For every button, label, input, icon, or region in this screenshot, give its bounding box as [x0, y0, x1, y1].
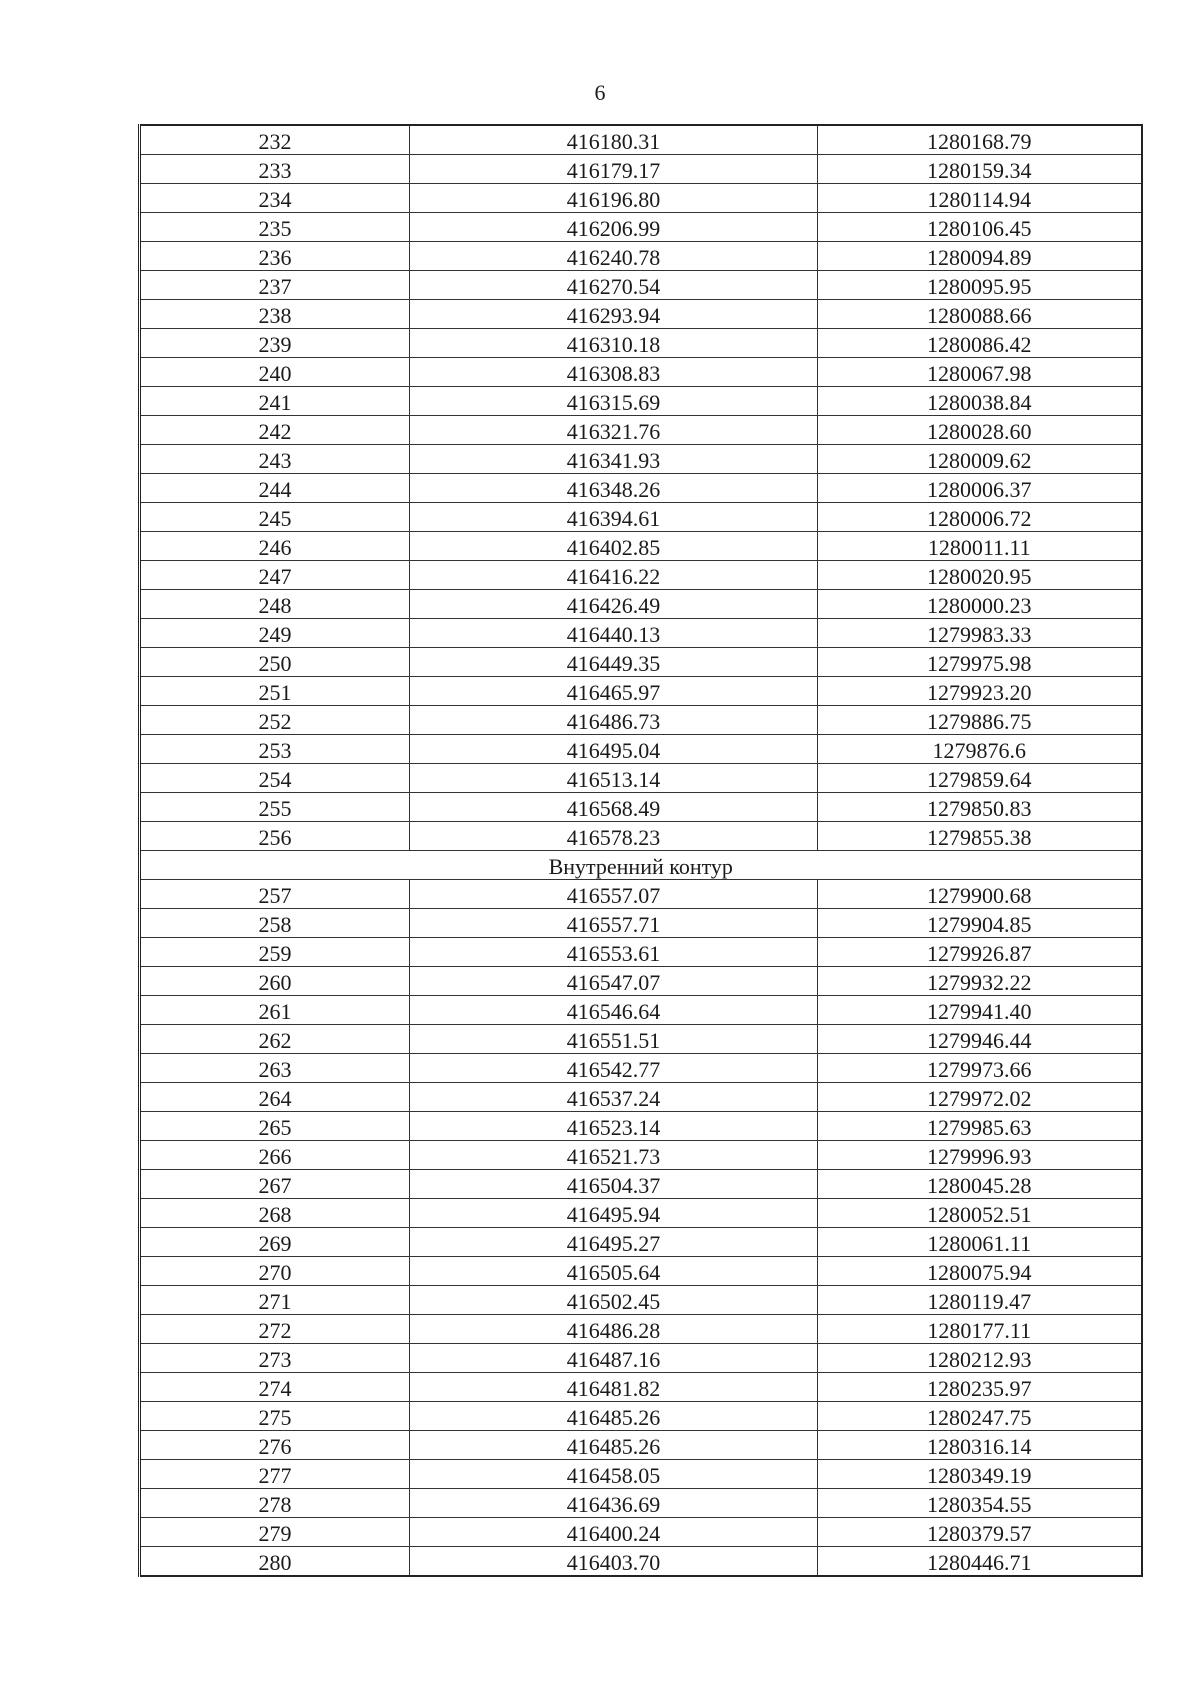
coordinate-row: [140, 387, 1142, 416]
coordinate-x: 416240.78: [410, 242, 818, 271]
coordinate-y: 1279926.87: [818, 938, 1142, 967]
coordinate-row: [140, 590, 1142, 619]
coordinate-y: 1279900.68: [818, 880, 1142, 909]
coordinate-x: 416465.97: [410, 677, 818, 706]
point-number: 245: [140, 503, 410, 532]
point-number: 251: [140, 677, 410, 706]
coordinate-y: 1280212.93: [818, 1344, 1142, 1373]
section-heading-group: [140, 851, 1142, 880]
coordinate-x: 416504.37: [410, 1170, 818, 1199]
coordinate-y: 1279941.40: [818, 996, 1142, 1025]
coordinate-y: 1279946.44: [818, 1025, 1142, 1054]
coordinate-row: [140, 1344, 1142, 1373]
coordinate-x: 416487.16: [410, 1344, 818, 1373]
coordinate-x: 416495.27: [410, 1228, 818, 1257]
point-number: 243: [140, 445, 410, 474]
coordinate-x: 416553.61: [410, 938, 818, 967]
coordinate-x: 416403.70: [410, 1547, 818, 1577]
coordinate-y: 1279996.93: [818, 1141, 1142, 1170]
coordinates-section-1: [140, 125, 1142, 851]
point-number: 249: [140, 619, 410, 648]
coordinates-section-2: [140, 880, 1142, 1577]
coordinate-x: 416321.76: [410, 416, 818, 445]
coordinate-x: 416505.64: [410, 1257, 818, 1286]
coordinate-x: 416578.23: [410, 822, 818, 851]
coordinate-row: [140, 735, 1142, 764]
coordinate-y: 1280106.45: [818, 213, 1142, 242]
coordinate-row: [140, 358, 1142, 387]
coordinate-row: [140, 793, 1142, 822]
coordinate-y: 1280009.62: [818, 445, 1142, 474]
coordinate-row: [140, 300, 1142, 329]
coordinate-y: 1280177.11: [818, 1315, 1142, 1344]
coordinate-row: [140, 1373, 1142, 1402]
coordinate-x: 416542.77: [410, 1054, 818, 1083]
coordinate-row: [140, 532, 1142, 561]
coordinate-row: [140, 1547, 1142, 1577]
point-number: 277: [140, 1460, 410, 1489]
point-number: 258: [140, 909, 410, 938]
point-number: 271: [140, 1286, 410, 1315]
coordinate-x: 416310.18: [410, 329, 818, 358]
coordinate-x: 416513.14: [410, 764, 818, 793]
page-number: 6: [594, 80, 606, 105]
point-number: 254: [140, 764, 410, 793]
coordinate-row: [140, 1257, 1142, 1286]
point-number: 248: [140, 590, 410, 619]
coordinate-y: 1279855.38: [818, 822, 1142, 851]
coordinate-y: 1280000.23: [818, 590, 1142, 619]
coordinate-y: 1280028.60: [818, 416, 1142, 445]
coordinate-y: 1280094.89: [818, 242, 1142, 271]
coordinate-x: 416426.49: [410, 590, 818, 619]
coordinate-y: 1279932.22: [818, 967, 1142, 996]
coordinate-x: 416315.69: [410, 387, 818, 416]
coordinate-x: 416458.05: [410, 1460, 818, 1489]
point-number: 237: [140, 271, 410, 300]
coordinate-row: [140, 1228, 1142, 1257]
coordinate-y: 1279973.66: [818, 1054, 1142, 1083]
coordinate-row: [140, 1315, 1142, 1344]
coordinate-row: [140, 996, 1142, 1025]
coordinate-x: 416179.17: [410, 155, 818, 184]
coordinate-y: 1280235.97: [818, 1373, 1142, 1402]
coordinate-x: 416523.14: [410, 1112, 818, 1141]
coordinate-x: 416440.13: [410, 619, 818, 648]
coordinate-x: 416341.93: [410, 445, 818, 474]
coordinate-y: 1279923.20: [818, 677, 1142, 706]
coordinate-row: [140, 967, 1142, 996]
point-number: 278: [140, 1489, 410, 1518]
coordinate-y: 1279859.64: [818, 764, 1142, 793]
coordinate-y: 1279972.02: [818, 1083, 1142, 1112]
point-number: 250: [140, 648, 410, 677]
point-number: 279: [140, 1518, 410, 1547]
point-number: 272: [140, 1315, 410, 1344]
section-heading-row: [140, 851, 1142, 880]
coordinate-row: [140, 125, 1142, 155]
coordinate-y: 1280316.14: [818, 1431, 1142, 1460]
point-number: 239: [140, 329, 410, 358]
coordinate-x: 416537.24: [410, 1083, 818, 1112]
point-number: 244: [140, 474, 410, 503]
coordinate-row: [140, 1199, 1142, 1228]
coordinate-row: [140, 1054, 1142, 1083]
coordinate-y: 1280075.94: [818, 1257, 1142, 1286]
coordinate-y: 1280379.57: [818, 1518, 1142, 1547]
coordinate-y: 1280088.66: [818, 300, 1142, 329]
point-number: 274: [140, 1373, 410, 1402]
point-number: 268: [140, 1199, 410, 1228]
coordinate-row: [140, 1518, 1142, 1547]
coordinate-x: 416400.24: [410, 1518, 818, 1547]
coordinate-row: [140, 416, 1142, 445]
coordinate-y: 1280247.75: [818, 1402, 1142, 1431]
point-number: 267: [140, 1170, 410, 1199]
point-number: 247: [140, 561, 410, 590]
point-number: 276: [140, 1431, 410, 1460]
coordinate-x: 416180.31: [410, 125, 818, 155]
point-number: 262: [140, 1025, 410, 1054]
point-number: 252: [140, 706, 410, 735]
coordinate-y: 1280006.37: [818, 474, 1142, 503]
point-number: 240: [140, 358, 410, 387]
coordinate-row: [140, 271, 1142, 300]
coordinate-x: 416485.26: [410, 1402, 818, 1431]
point-number: 269: [140, 1228, 410, 1257]
coordinate-x: 416495.94: [410, 1199, 818, 1228]
coordinate-x: 416308.83: [410, 358, 818, 387]
coordinate-y: 1279850.83: [818, 793, 1142, 822]
coordinate-y: 1280354.55: [818, 1489, 1142, 1518]
coordinate-row: [140, 1170, 1142, 1199]
coordinate-x: 416436.69: [410, 1489, 818, 1518]
point-number: 236: [140, 242, 410, 271]
coordinate-row: [140, 445, 1142, 474]
coordinate-x: 416557.71: [410, 909, 818, 938]
coordinate-row: [140, 1141, 1142, 1170]
coordinate-row: [140, 474, 1142, 503]
coordinate-x: 416546.64: [410, 996, 818, 1025]
section-heading: Внутренний контур: [140, 851, 1142, 880]
coordinate-row: [140, 822, 1142, 851]
coordinate-y: 1280006.72: [818, 503, 1142, 532]
coordinate-y: 1280061.11: [818, 1228, 1142, 1257]
point-number: 256: [140, 822, 410, 851]
point-number: 232: [140, 125, 410, 155]
coordinate-x: 416402.85: [410, 532, 818, 561]
coordinate-y: 1279985.63: [818, 1112, 1142, 1141]
point-number: 264: [140, 1083, 410, 1112]
coordinate-row: [140, 648, 1142, 677]
coordinate-x: 416486.28: [410, 1315, 818, 1344]
coordinate-row: [140, 1489, 1142, 1518]
point-number: 260: [140, 967, 410, 996]
coordinate-row: [140, 561, 1142, 590]
coordinate-x: 416521.73: [410, 1141, 818, 1170]
point-number: 273: [140, 1344, 410, 1373]
coordinate-x: 416557.07: [410, 880, 818, 909]
point-number: 261: [140, 996, 410, 1025]
point-number: 242: [140, 416, 410, 445]
coordinate-x: 416502.45: [410, 1286, 818, 1315]
point-number: 275: [140, 1402, 410, 1431]
point-number: 266: [140, 1141, 410, 1170]
coordinate-row: [140, 880, 1142, 909]
point-number: 280: [140, 1547, 410, 1577]
point-number: 241: [140, 387, 410, 416]
coordinate-y: 1279886.75: [818, 706, 1142, 735]
coordinate-x: 416348.26: [410, 474, 818, 503]
coordinate-row: [140, 242, 1142, 271]
coordinate-row: [140, 1286, 1142, 1315]
coordinate-x: 416486.73: [410, 706, 818, 735]
coordinate-row: [140, 184, 1142, 213]
coordinate-x: 416196.80: [410, 184, 818, 213]
coordinate-y: 1280119.47: [818, 1286, 1142, 1315]
coordinate-x: 416551.51: [410, 1025, 818, 1054]
coordinate-x: 416568.49: [410, 793, 818, 822]
coordinate-x: 416394.61: [410, 503, 818, 532]
coordinate-y: 1280011.11: [818, 532, 1142, 561]
coordinate-row: [140, 329, 1142, 358]
coordinate-y: 1280114.94: [818, 184, 1142, 213]
coordinate-x: 416416.22: [410, 561, 818, 590]
coordinate-row: [140, 938, 1142, 967]
coordinate-row: [140, 503, 1142, 532]
coordinate-x: 416547.07: [410, 967, 818, 996]
coordinate-row: [140, 1402, 1142, 1431]
coordinate-row: [140, 1460, 1142, 1489]
coordinate-row: [140, 706, 1142, 735]
coordinate-x: 416485.26: [410, 1431, 818, 1460]
coordinate-y: 1280349.19: [818, 1460, 1142, 1489]
coordinate-y: 1279876.6: [818, 735, 1142, 764]
coordinate-row: [140, 619, 1142, 648]
point-number: 233: [140, 155, 410, 184]
coordinate-y: 1279904.85: [818, 909, 1142, 938]
coordinates-table: [138, 124, 1143, 1577]
coordinate-x: 416293.94: [410, 300, 818, 329]
point-number: 234: [140, 184, 410, 213]
point-number: 265: [140, 1112, 410, 1141]
coordinate-row: [140, 1431, 1142, 1460]
coordinate-y: 1280045.28: [818, 1170, 1142, 1199]
coordinate-y: 1280020.95: [818, 561, 1142, 590]
coordinate-y: 1279983.33: [818, 619, 1142, 648]
point-number: 246: [140, 532, 410, 561]
coordinate-x: 416481.82: [410, 1373, 818, 1402]
coordinate-y: 1280067.98: [818, 358, 1142, 387]
coordinate-row: [140, 1112, 1142, 1141]
coordinate-y: 1280168.79: [818, 125, 1142, 155]
coordinate-y: 1280446.71: [818, 1547, 1142, 1577]
coordinate-row: [140, 213, 1142, 242]
coordinate-y: 1280052.51: [818, 1199, 1142, 1228]
coordinate-x: 416449.35: [410, 648, 818, 677]
point-number: 255: [140, 793, 410, 822]
coordinate-row: [140, 1025, 1142, 1054]
coordinate-row: [140, 764, 1142, 793]
coordinate-y: 1280038.84: [818, 387, 1142, 416]
coordinate-x: 416206.99: [410, 213, 818, 242]
coordinate-x: 416495.04: [410, 735, 818, 764]
coordinate-row: [140, 909, 1142, 938]
point-number: 259: [140, 938, 410, 967]
coordinate-y: 1280086.42: [818, 329, 1142, 358]
point-number: 270: [140, 1257, 410, 1286]
point-number: 257: [140, 880, 410, 909]
coordinate-y: 1280095.95: [818, 271, 1142, 300]
coordinate-x: 416270.54: [410, 271, 818, 300]
point-number: 263: [140, 1054, 410, 1083]
coordinate-row: [140, 155, 1142, 184]
point-number: 238: [140, 300, 410, 329]
point-number: 235: [140, 213, 410, 242]
coordinate-row: [140, 677, 1142, 706]
coordinate-row: [140, 1083, 1142, 1112]
coordinate-y: 1279975.98: [818, 648, 1142, 677]
point-number: 253: [140, 735, 410, 764]
coordinate-y: 1280159.34: [818, 155, 1142, 184]
